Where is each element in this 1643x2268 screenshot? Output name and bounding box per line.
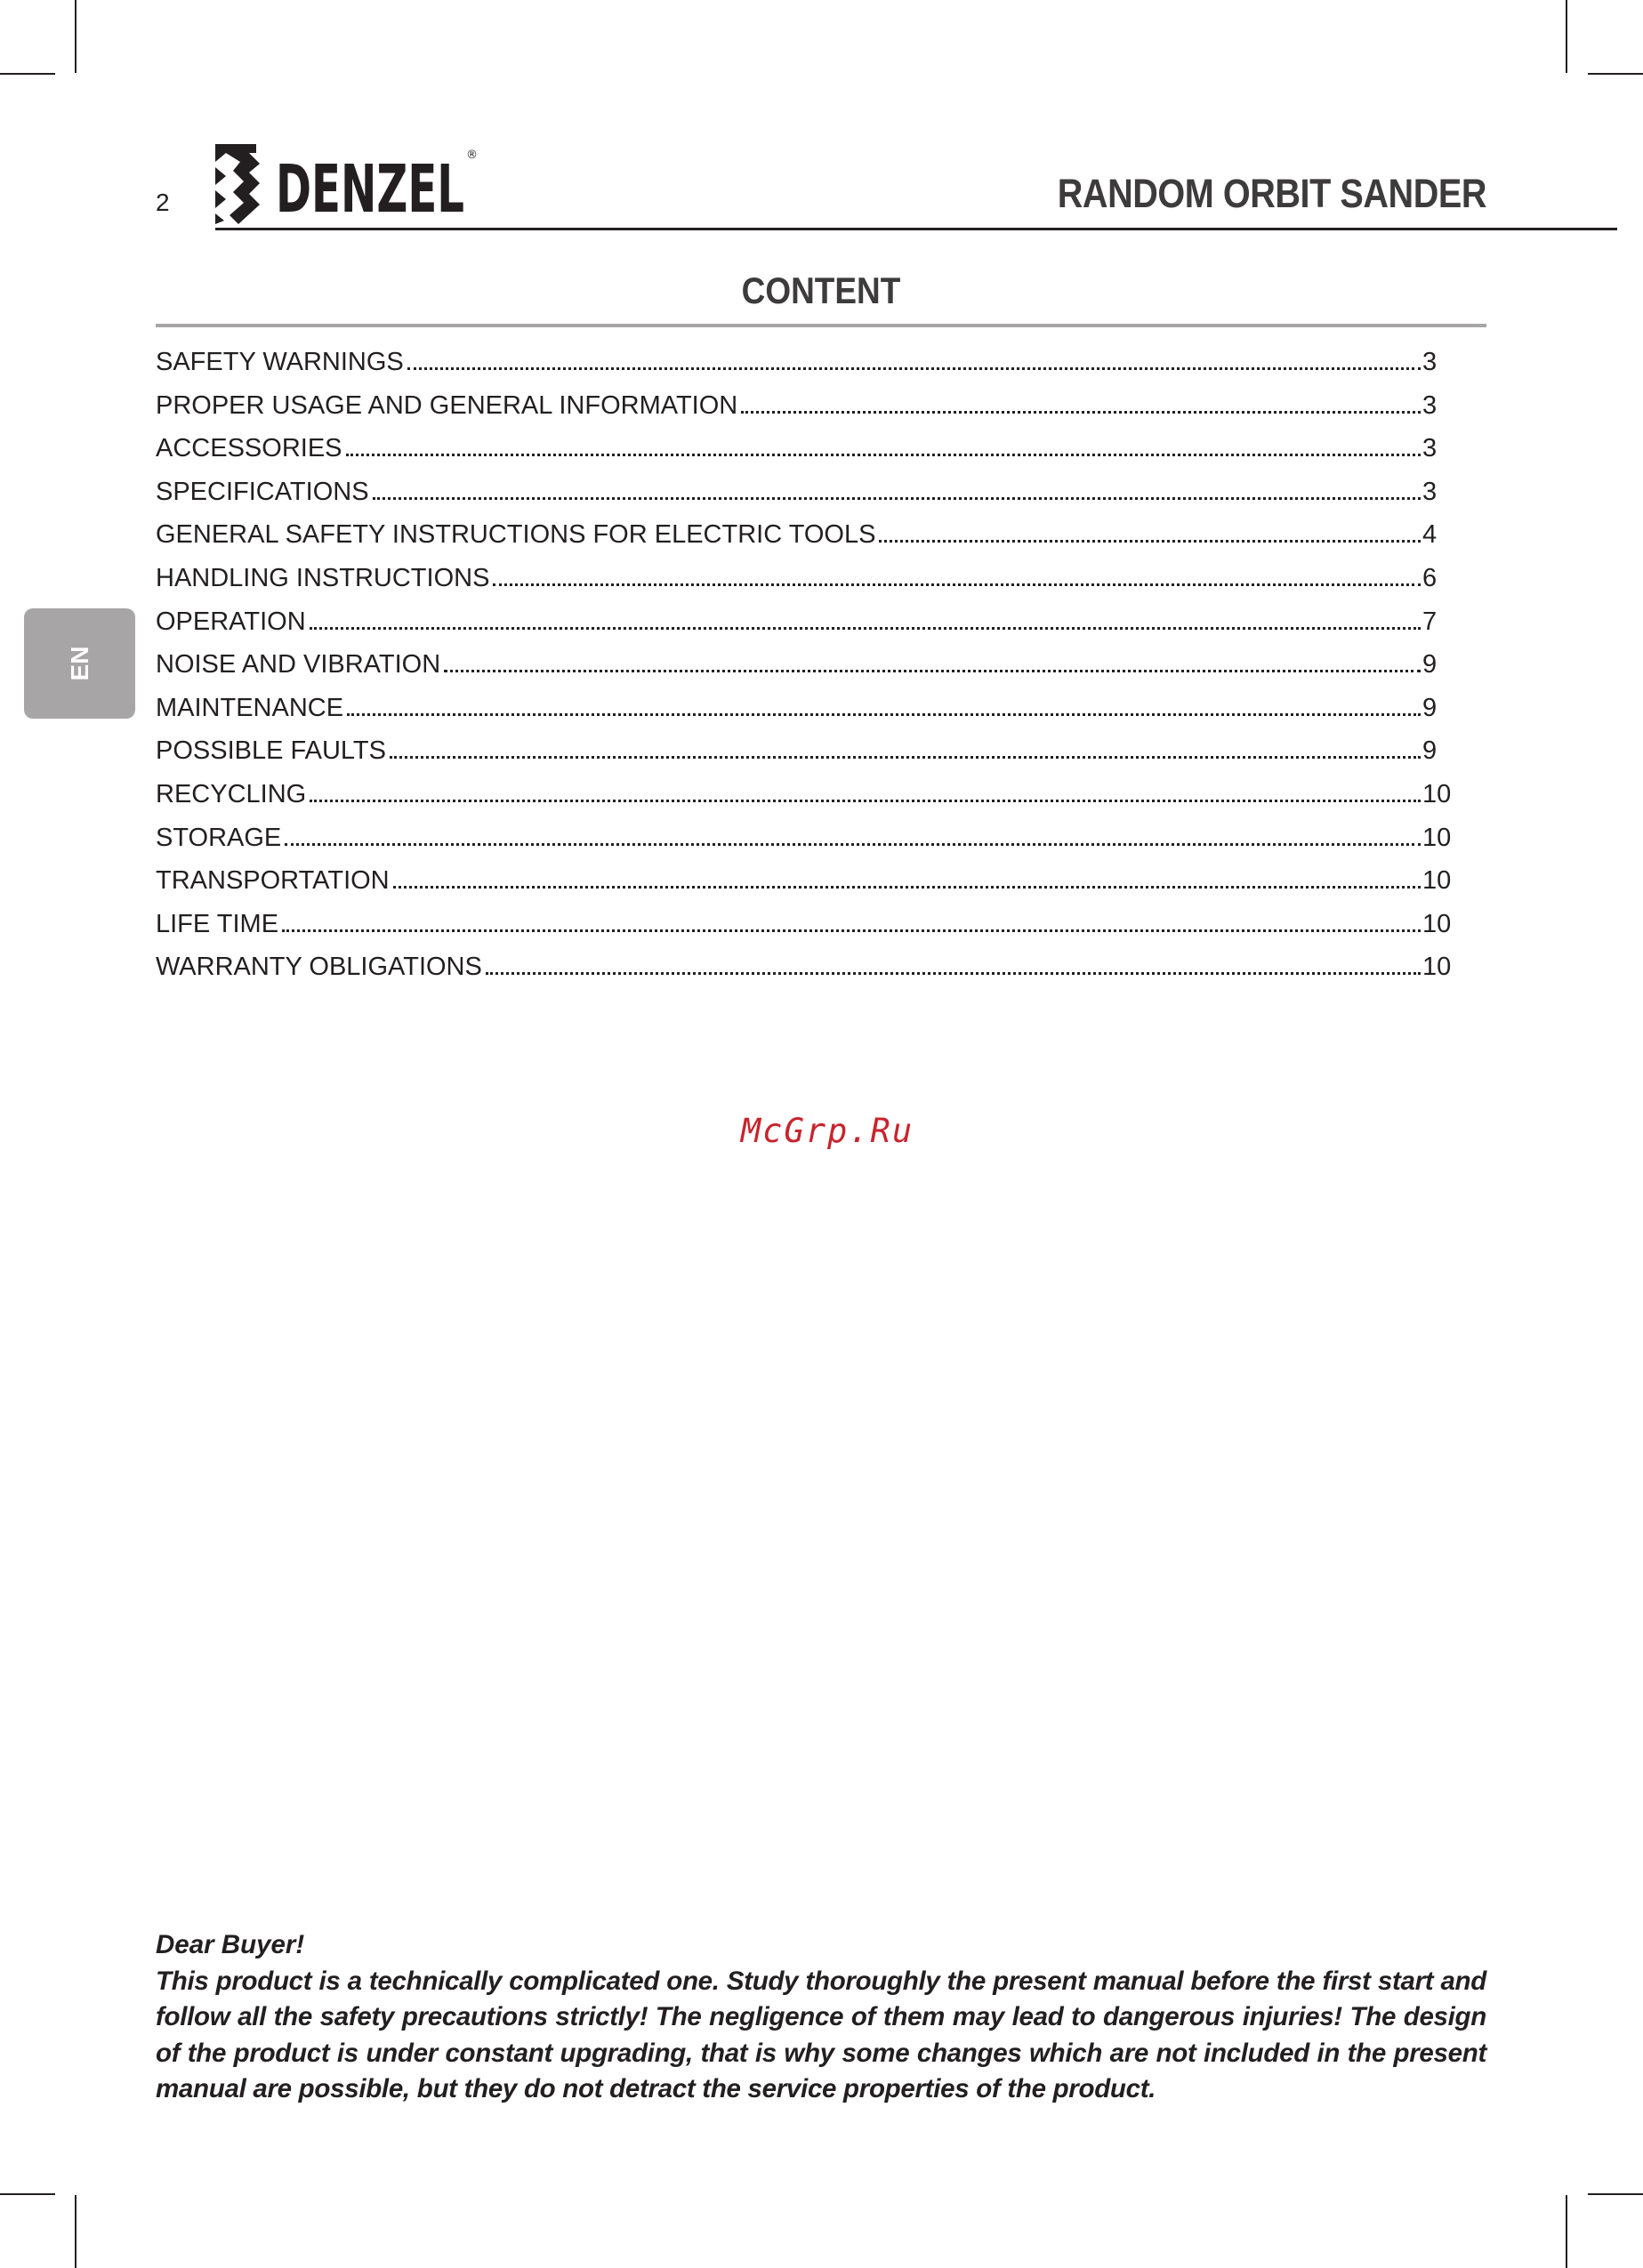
crop-mark	[75, 0, 77, 73]
logo-text: DENZEL	[276, 151, 464, 226]
toc-entry	[156, 903, 1454, 946]
toc-entry-title: MAINTENANCE	[156, 693, 344, 722]
toc-entry-page: 3	[1422, 390, 1438, 420]
toc-entry-page: 9	[1422, 650, 1438, 680]
content-divider	[156, 324, 1486, 327]
toc-leader-dots	[346, 454, 1422, 456]
toc-leader-dots	[390, 756, 1421, 759]
toc-entry-title: OPERATION	[156, 607, 306, 636]
toc-leader-dots	[285, 843, 1421, 846]
crop-mark	[1588, 73, 1643, 75]
notice-greeting: Dear Buyer!	[156, 1930, 305, 1959]
crop-mark	[1566, 2195, 1567, 2268]
toc-entry-page: 10	[1422, 866, 1452, 896]
page-number: 2	[156, 189, 170, 216]
crop-mark	[0, 2193, 55, 2195]
toc-leader-dots	[310, 627, 1421, 630]
toc-leader-dots	[393, 886, 1421, 889]
language-tab-label: EN	[65, 646, 93, 681]
table-of-contents	[156, 341, 1454, 989]
toc-entry	[156, 470, 1454, 514]
toc-leader-dots	[407, 367, 1421, 370]
denzel-logo	[213, 141, 480, 226]
registered-mark: ®	[466, 149, 478, 162]
toc-entry-page: 10	[1422, 953, 1452, 982]
toc-leader-dots	[444, 670, 1421, 672]
toc-leader-dots	[373, 497, 1421, 500]
toc-entry	[156, 600, 1454, 644]
toc-entry-page: 6	[1422, 563, 1438, 592]
toc-leader-dots	[282, 929, 1421, 932]
toc-entry-title: SPECIFICATIONS	[156, 477, 369, 506]
toc-entry-title: GENERAL SAFETY INSTRUCTIONS FOR ELECTRIC TOOLS	[156, 520, 876, 550]
toc-entry-title: PROPER USAGE AND GENERAL INFORMATION	[156, 390, 738, 420]
toc-entry-page: 7	[1422, 607, 1438, 636]
toc-entry-page: 3	[1422, 348, 1438, 376]
watermark: McGrp.Ru	[740, 1112, 914, 1150]
toc-entry	[156, 687, 1454, 730]
toc-entry-page: 9	[1422, 693, 1438, 722]
toc-entry-title: ACCESSORIES	[156, 434, 342, 463]
toc-leader-dots	[879, 540, 1421, 543]
toc-entry	[156, 729, 1454, 773]
toc-entry	[156, 945, 1454, 989]
toc-entry-title: WARRANTY OBLIGATIONS	[156, 953, 482, 982]
toc-entry-title: NOISE AND VIBRATION	[156, 650, 441, 680]
crop-mark	[1566, 0, 1567, 73]
toc-entry-page: 10	[1422, 779, 1452, 808]
notice-text: This product is a technically complicated one. Study thoroughly the present manual before the first start and follow all the safety precautions strictly! The negligence of them may lead to dangerous injuries! The design of the product is under constant upgrading, that is why some changes which are not included in the present manual are possible, but they do not detract the service properties of the product.	[156, 1966, 1486, 2103]
toc-leader-dots	[493, 583, 1421, 586]
toc-entry-title: LIFE TIME	[156, 909, 279, 938]
toc-entry-title: RECYCLING	[156, 779, 307, 808]
toc-entry	[156, 816, 1454, 860]
toc-entry-page: 3	[1422, 477, 1438, 506]
toc-leader-dots	[741, 411, 1421, 414]
toc-entry	[156, 513, 1454, 557]
toc-entry-page: 4	[1422, 520, 1438, 550]
toc-entry-title: HANDLING INSTRUCTIONS	[156, 563, 490, 592]
toc-entry-page: 3	[1422, 434, 1438, 463]
toc-leader-dots	[310, 800, 1421, 802]
toc-entry-page: 9	[1422, 736, 1438, 766]
toc-entry	[156, 427, 1454, 470]
document-title: RANDOM ORBIT SANDER	[1057, 171, 1486, 216]
toc-entry	[156, 384, 1454, 428]
toc-entry	[156, 859, 1454, 903]
toc-entry	[156, 557, 1454, 600]
toc-leader-dots	[347, 713, 1421, 716]
toc-entry-title: POSSIBLE FAULTS	[156, 736, 386, 766]
toc-entry-page: 10	[1422, 909, 1452, 938]
crop-mark	[75, 2195, 77, 2268]
language-tab	[24, 608, 135, 719]
toc-entry-title: TRANSPORTATION	[156, 866, 390, 896]
toc-entry	[156, 773, 1454, 816]
buyer-notice	[156, 1927, 1486, 2108]
toc-entry	[156, 341, 1454, 384]
toc-leader-dots	[486, 972, 1421, 975]
toc-entry-title: STORAGE	[156, 823, 282, 852]
crop-mark	[0, 73, 55, 75]
toc-entry-page: 10	[1422, 823, 1452, 852]
toc-entry	[156, 643, 1454, 687]
crop-mark	[1588, 2193, 1643, 2195]
header-divider	[215, 228, 1617, 230]
content-heading: CONTENT	[741, 269, 901, 311]
toc-entry-title: SAFETY WARNINGS	[156, 348, 404, 376]
